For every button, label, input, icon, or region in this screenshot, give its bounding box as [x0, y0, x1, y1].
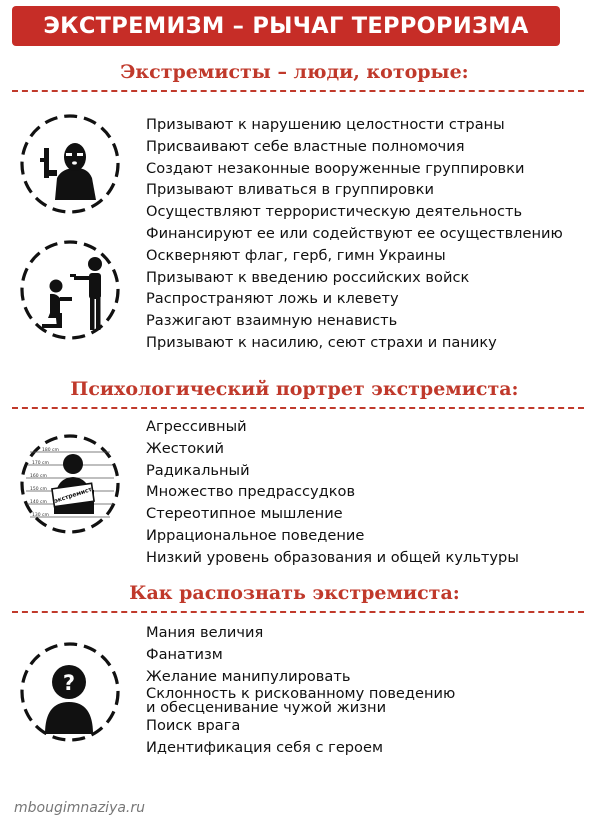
list-item: Распространяют ложь и клевету: [146, 290, 399, 308]
list-item: Создают незаконные вооруженные группировки: [146, 159, 525, 177]
list-item: [146, 687, 455, 715]
height-mark: 150 cm: [30, 487, 47, 492]
threat-scene-icon: [18, 238, 122, 342]
list-item: Агрессивный: [146, 418, 247, 435]
list-item: Призывают вливаться в группировки: [146, 181, 434, 199]
list-item: Желание манипулировать: [146, 667, 351, 685]
list-item: Мания величия: [146, 624, 264, 641]
list-item: Иррациональное поведение: [146, 526, 365, 544]
footer-watermark: mbougimnaziya.ru: [14, 800, 146, 816]
page-title: ЭКСТРЕМИЗМ – РЫЧАГ ТЕРРОРИЗМА: [43, 13, 529, 39]
list-item: Осуществляют террористическую деятельность: [146, 203, 523, 221]
mugshot-icon: [18, 432, 122, 536]
section-divider: [12, 611, 584, 613]
section-divider: [12, 90, 584, 92]
list-item: Поиск врага: [146, 717, 241, 735]
list-item: Призывают к введению российских войск: [146, 268, 470, 286]
list-item: Оскверняют флаг, герб, гимн Украины: [146, 246, 446, 264]
page-title-banner: [12, 6, 560, 46]
list-item: Фанатизм: [146, 645, 223, 663]
section-heading-recognize: Как распознать экстремиста:: [129, 582, 460, 604]
list-item: Жестокий: [146, 439, 224, 457]
list-item: Множество предрассудков: [146, 483, 356, 501]
height-mark: 160 cm: [30, 474, 47, 479]
list-item: Разжигают взаимную ненависть: [146, 312, 398, 330]
svg-text:?: ?: [62, 671, 76, 695]
list-item: Присваивают себе властные полномочия: [146, 137, 465, 155]
section-divider: [12, 407, 584, 409]
list-item: Стереотипное мышление: [146, 505, 343, 523]
extremists-list: [146, 114, 563, 354]
list-item: Низкий уровень образования и общей культуры: [146, 548, 519, 566]
height-mark: 140 cm: [30, 500, 47, 505]
list-item: Призывают к насилию, сеют страхи и панику: [146, 333, 497, 351]
list-item: Призывают к нарушению целостности страны: [146, 116, 505, 133]
height-mark: 170 cm: [32, 461, 49, 466]
height-mark: 180 cm: [42, 448, 59, 453]
recognize-list: [146, 622, 455, 759]
mugshot-sign-text: экстремист: [53, 486, 93, 505]
portrait-list: [146, 416, 519, 569]
list-item-line: Склонность к рискованному поведению: [146, 685, 456, 703]
masked-gunman-icon: [18, 112, 122, 216]
section-heading-portrait: Психологический портрет экстремиста:: [70, 378, 519, 400]
list-item-line: и обесценивание чужой жизни: [146, 699, 387, 717]
list-item: Радикальный: [146, 461, 250, 479]
list-item: Идентификация себя с героем: [146, 739, 383, 757]
unknown-person-icon: [18, 640, 122, 744]
list-item: Финансируют ее или содействуют ее осуществлению: [146, 224, 563, 242]
height-mark: 130 cm: [32, 513, 49, 518]
section-heading-extremists: Экстремисты – люди, которые:: [120, 61, 469, 83]
